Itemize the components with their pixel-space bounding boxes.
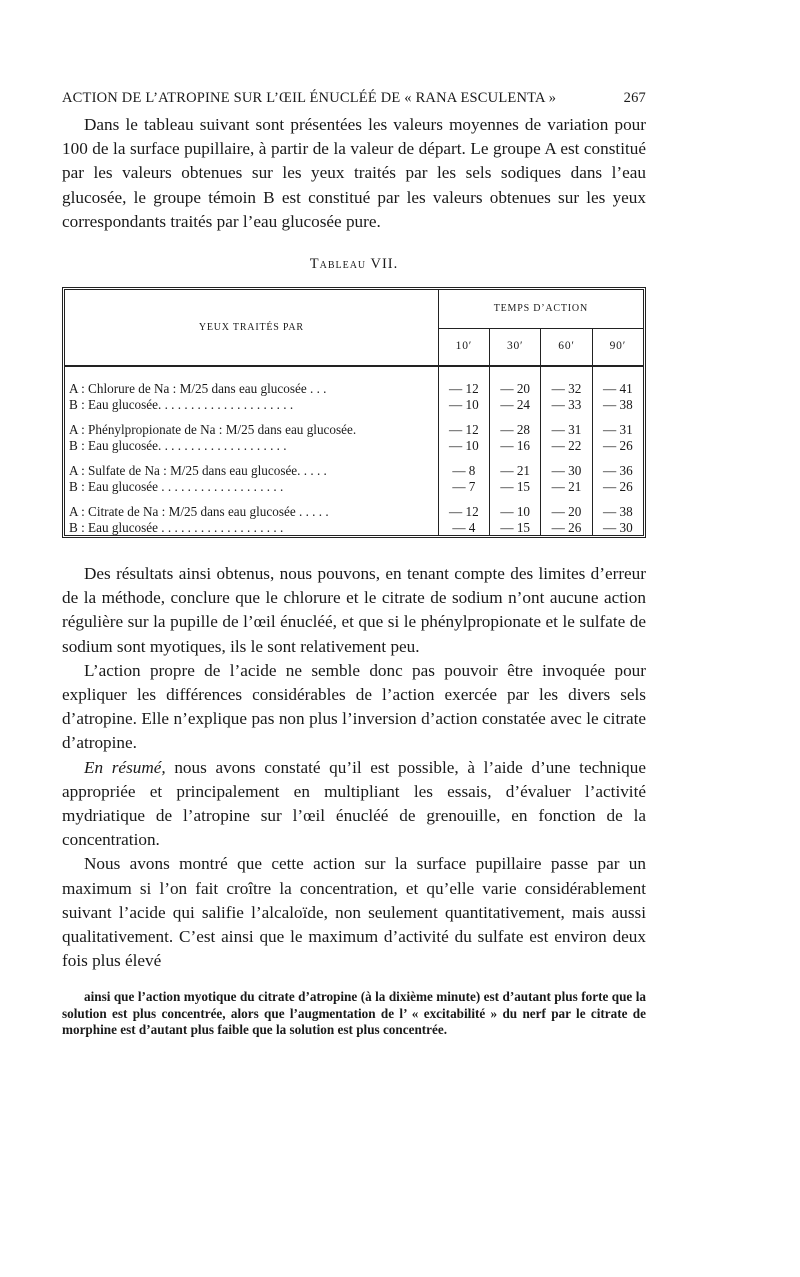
value-cell: — 22 bbox=[541, 438, 592, 454]
value-cell: — 41 bbox=[602, 381, 633, 397]
value-cell: — 30 bbox=[602, 519, 633, 535]
value-cell: — 15 bbox=[490, 479, 541, 495]
value-cell: — 4 bbox=[438, 520, 489, 536]
row-label: B : Eau glucosée. . . . . . . . . . . . . . . . . . . . bbox=[65, 438, 438, 454]
value-cell: — 7 bbox=[438, 479, 489, 495]
row-label: B : Eau glucosée . . . . . . . . . . . . . . . . . . . bbox=[65, 479, 438, 495]
value-cell: — 10 bbox=[490, 494, 541, 520]
value-cell: — 26 bbox=[602, 437, 633, 453]
value-cell: — 33 bbox=[541, 397, 592, 413]
value-cell: — 31 bbox=[541, 412, 592, 438]
value-cell: — 31 bbox=[602, 422, 633, 438]
footnote bbox=[62, 989, 646, 1039]
value-cell: — 36 bbox=[602, 463, 633, 479]
table-row bbox=[65, 366, 643, 397]
value-cell: — 26 bbox=[602, 478, 633, 494]
time-header: 90′ bbox=[609, 340, 627, 353]
table-row bbox=[65, 412, 643, 438]
row-label: B : Eau glucosée. . . . . . . . . . . . . . . . . . . . . bbox=[65, 397, 438, 413]
value-cell: — 10 bbox=[438, 397, 489, 413]
paragraph: Des résultats ainsi obtenus, nous pouvons, en tenant compte des limites d’erreur de la méthode, conclure que le chlorure et le citrate de sodium n’ont aucune action régulière sur la pupille de l’œil énucléé, et que si le phénylpropionate et le sulfate de sodium sont myotiques, ils le sont relativement peu. bbox=[62, 564, 646, 656]
table-row bbox=[65, 520, 643, 536]
value-cell: — 8 bbox=[438, 453, 489, 479]
value-cell: — 20 bbox=[541, 494, 592, 520]
emphasis: En résumé, bbox=[84, 757, 166, 777]
footnote-text: ainsi que l’action myotique du citrate d’atropine (à la dixième minute) est d’autant plus forte que la solution est plus concentrée, alors que l’augmentation de l’ « excitabilité » du nerf par le citrate de morphine est d’autant plus faible que la solution est plus concentrée. bbox=[62, 989, 646, 1038]
row-label: A : Chlorure de Na : M/25 dans eau glucosée . . . bbox=[65, 366, 438, 397]
row-label: A : Phénylpropionate de Na : M/25 dans eau glucosée. bbox=[65, 412, 438, 438]
intro-paragraph: Dans le tableau suivant sont présentées les valeurs moyennes de variation pour 100 de la surface pupillaire, à partir de la valeur de départ. Le groupe A est constitué par les valeurs obtenues sur les yeux traités par les sels sodiques dans l’eau glucosée, le groupe témoin B est constitué par les valeurs obtenues sur les yeux correspondants traités par l’eau glucosée pure. bbox=[62, 115, 646, 231]
time-header: 60′ bbox=[541, 329, 592, 367]
paragraph bbox=[62, 756, 646, 853]
time-group-header: TEMPS D’ACTION bbox=[438, 290, 643, 329]
table-row bbox=[65, 397, 643, 413]
table-caption: Tableau VII. bbox=[309, 256, 399, 273]
table-row bbox=[65, 438, 643, 454]
row-label: A : Citrate de Na : M/25 dans eau glucosée . . . . . bbox=[65, 494, 438, 520]
results-table bbox=[65, 290, 643, 535]
value-cell: — 32 bbox=[541, 366, 592, 397]
paragraph: L’action propre de l’acide ne semble donc pas pouvoir être invoquée pour expliquer les différences considérables de l’action exercée par les divers sels d’atropine. Elle n’explique pas non plus l’inversion d’action constatée avec le citrate d’atropine. bbox=[62, 660, 646, 753]
page bbox=[62, 90, 646, 1039]
value-cell: — 26 bbox=[541, 520, 592, 536]
page-number: 267 bbox=[623, 90, 646, 106]
value-cell: — 12 bbox=[438, 494, 489, 520]
results-table-frame bbox=[62, 287, 646, 538]
value-cell: — 21 bbox=[541, 479, 592, 495]
value-cell: — 38 bbox=[602, 504, 633, 520]
value-cell: — 30 bbox=[541, 453, 592, 479]
value-cell: — 12 bbox=[438, 366, 489, 397]
table-body bbox=[65, 366, 643, 535]
running-head-title: ACTION DE L’ATROPINE SUR L’ŒIL ÉNUCLÉÉ DE « RANA ESCULENTA » bbox=[62, 90, 557, 106]
value-cell: — 21 bbox=[490, 453, 541, 479]
body-text bbox=[62, 562, 646, 973]
treatment-column-header: YEUX TRAITÉS PAR bbox=[65, 290, 438, 366]
time-header: 10′ bbox=[438, 329, 489, 367]
table-row bbox=[65, 494, 643, 520]
value-cell: — 24 bbox=[490, 397, 541, 413]
running-head bbox=[62, 90, 646, 107]
paragraph: Nous avons montré que cette action sur la surface pupillaire passe par un maximum si l’on fait croître la concentration, et qu’elle varie considérablement suivant l’acide qui salifie l’alcaloïde, non seulement quantitativement, mais aussi qualitativement. C’est ainsi que le maximum d’activité du sulfate est environ deux fois plus élevé bbox=[62, 854, 646, 971]
value-cell: — 10 bbox=[438, 438, 489, 454]
row-label: A : Sulfate de Na : M/25 dans eau glucosée. . . . . bbox=[65, 453, 438, 479]
paragraph-text: nous avons constaté qu’il est possible, à l’aide d’une technique appropriée et principalement en multipliant les essais, d’évaluer l’activité mydriatique de l’atropine sur l’œil énucléé de grenouille, en fonction de la concentration. bbox=[62, 757, 646, 850]
row-label: B : Eau glucosée . . . . . . . . . . . . . . . . . . . bbox=[65, 520, 438, 536]
value-cell: — 16 bbox=[490, 438, 541, 454]
value-cell: — 15 bbox=[490, 520, 541, 536]
value-cell: — 28 bbox=[490, 412, 541, 438]
table-row bbox=[65, 453, 643, 479]
value-cell: — 12 bbox=[438, 412, 489, 438]
value-cell: — 38 bbox=[602, 396, 633, 412]
value-cell: — 20 bbox=[490, 366, 541, 397]
table-row bbox=[65, 479, 643, 495]
time-header: 30′ bbox=[490, 329, 541, 367]
